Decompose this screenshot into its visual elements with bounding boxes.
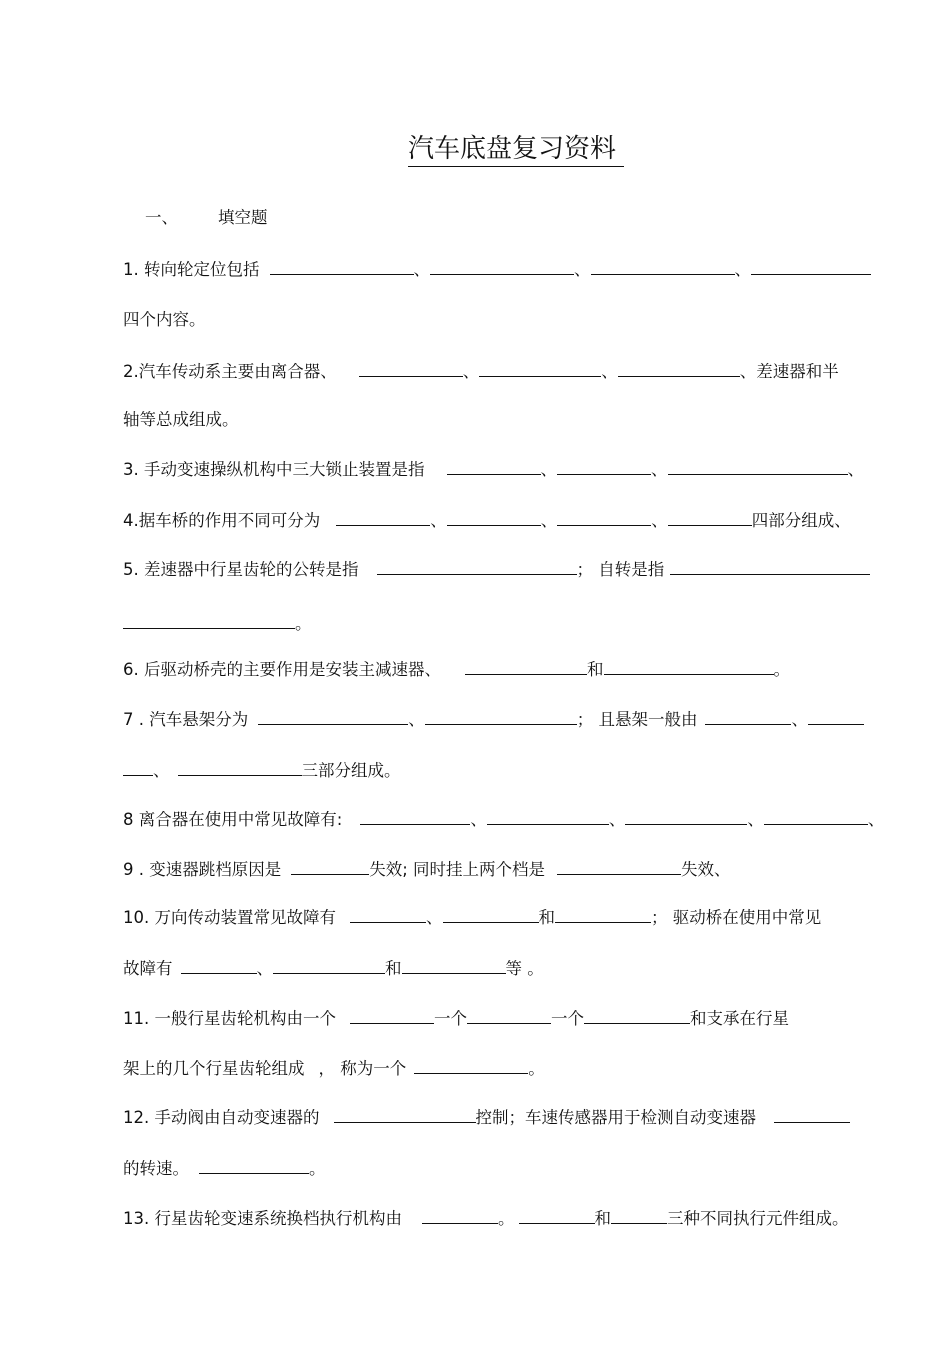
answer-blank[interactable] — [519, 1207, 595, 1224]
question-1: 1. 转向轮定位包括 、 、 、 — [123, 258, 871, 280]
document-title: 汽车底盘复习资料 — [0, 128, 950, 165]
answer-blank[interactable] — [181, 957, 257, 974]
answer-blank[interactable] — [555, 906, 651, 923]
question-2: 2.汽车传动系主要由离合器、 、 、 、差速器和半 — [123, 362, 839, 381]
answer-blank[interactable] — [447, 509, 541, 526]
question-12-continued: 的转速。 。 — [123, 1159, 326, 1178]
question-9: 9 . 变速器跳档原因是 失效; 同时挂上两个档是 失效、 — [123, 860, 731, 879]
section-label: 填空题 — [218, 208, 268, 227]
answer-blank[interactable] — [584, 1007, 690, 1024]
answer-blank[interactable] — [465, 658, 587, 675]
answer-blank[interactable] — [350, 906, 426, 923]
answer-blank[interactable] — [479, 360, 601, 377]
answer-blank[interactable] — [487, 808, 609, 825]
answer-blank[interactable] — [591, 258, 735, 275]
answer-blank[interactable] — [808, 708, 864, 725]
question-12: 12. 手动阀由自动变速器的 控制；车速传感器用于检测自动变速器 — [123, 1106, 850, 1128]
answer-blank[interactable] — [360, 808, 470, 825]
question-10: 10. 万向传动装置常见故障有 、 和 ； 驱动桥在使用中常见 — [123, 908, 822, 927]
question-13: 13. 行星齿轮变速系统换档执行机构由 。 和 三种不同执行元件组成。 — [123, 1209, 849, 1228]
answer-blank[interactable] — [625, 808, 747, 825]
answer-blank[interactable] — [604, 658, 774, 675]
question-7: 7 . 汽车悬架分为 、 ； 且悬架一般由 、 — [123, 708, 864, 730]
answer-blank[interactable] — [705, 708, 791, 725]
question-1-continued: 四个内容。 — [123, 310, 206, 329]
answer-blank[interactable] — [557, 458, 651, 475]
answer-blank[interactable] — [611, 1207, 667, 1224]
answer-blank[interactable] — [557, 858, 681, 875]
answer-blank[interactable] — [618, 360, 740, 377]
question-5: 5. 差速器中行星齿轮的公转是指 ； 自转是指 — [123, 558, 870, 580]
answer-blank[interactable] — [668, 509, 752, 526]
answer-blank[interactable] — [670, 558, 870, 575]
answer-blank[interactable] — [350, 1007, 434, 1024]
answer-blank[interactable] — [774, 1106, 850, 1123]
question-11-continued: 架上的几个行星齿轮组成 ， 称为一个 。 — [123, 1059, 545, 1078]
answer-blank[interactable] — [291, 858, 369, 875]
question-5-continued: 。 — [123, 612, 312, 634]
answer-blank[interactable] — [422, 1207, 498, 1224]
question-8: 8 离合器在使用中常见故障有: 、 、 、 、 — [123, 810, 885, 829]
answer-blank[interactable] — [751, 258, 871, 275]
question-4: 4.据车桥的作用不同可分为 、 、 、 四部分组成、 — [123, 511, 851, 530]
answer-blank[interactable] — [178, 759, 302, 776]
answer-blank[interactable] — [258, 708, 408, 725]
answer-blank[interactable] — [447, 458, 541, 475]
question-10-continued: 故障有 、 和 等 。 — [123, 959, 544, 978]
answer-blank[interactable] — [359, 360, 463, 377]
section-number: 一、 — [145, 208, 178, 227]
answer-blank[interactable] — [402, 957, 506, 974]
answer-blank[interactable] — [443, 906, 539, 923]
answer-blank[interactable] — [668, 458, 848, 475]
section-heading — [145, 208, 268, 228]
question-6: 6. 后驱动桥壳的主要作用是安装主减速器、 和 。 — [123, 660, 790, 679]
answer-blank[interactable] — [336, 509, 430, 526]
answer-blank[interactable] — [123, 612, 295, 629]
answer-blank[interactable] — [270, 258, 414, 275]
question-7-continued: 、 三部分组成。 — [123, 759, 401, 781]
answer-blank[interactable] — [414, 1057, 528, 1074]
answer-blank[interactable] — [425, 708, 577, 725]
answer-blank[interactable] — [377, 558, 577, 575]
question-2-continued: 轴等总成组成。 — [123, 410, 239, 429]
answer-blank[interactable] — [273, 957, 385, 974]
answer-blank[interactable] — [557, 509, 651, 526]
answer-blank[interactable] — [199, 1157, 309, 1174]
answer-blank[interactable] — [764, 808, 868, 825]
answer-blank[interactable] — [334, 1106, 476, 1123]
answer-blank[interactable] — [430, 258, 574, 275]
answer-blank[interactable] — [123, 759, 153, 776]
question-11: 11. 一般行星齿轮机构由一个 一个 一个 和支承在行星 — [123, 1009, 789, 1028]
answer-blank[interactable] — [467, 1007, 551, 1024]
question-3: 3. 手动变速操纵机构中三大锁止装置是指 、 、 、 — [123, 460, 864, 479]
